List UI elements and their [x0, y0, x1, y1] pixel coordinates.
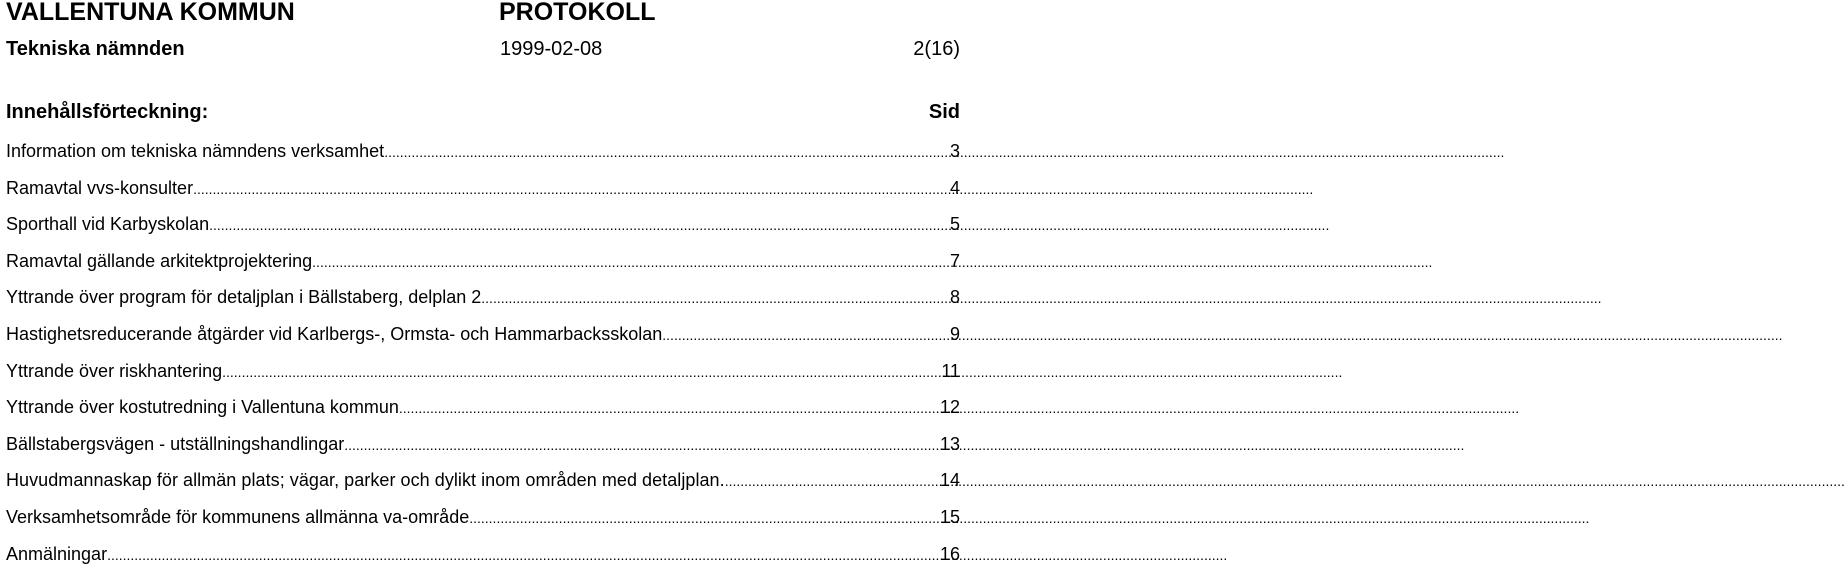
dot-leader: [725, 469, 939, 493]
toc-entry[interactable]: [6, 359, 960, 396]
meeting-date: 1999-02-08: [500, 38, 603, 60]
toc-entry-title: Ramavtal vvs-konsulter: [6, 177, 194, 198]
toc-entry-page: 13: [939, 433, 960, 454]
toc-entry-title: Ramavtal gällande arkitektprojektering: [6, 250, 313, 271]
dot-leader: [312, 250, 949, 274]
toc-entry[interactable]: [6, 285, 960, 322]
toc-entry-page: 11: [941, 360, 960, 381]
toc-entry-title: Verksamhetsområde för kommunens allmänna va-område: [6, 506, 470, 527]
toc-entry-title: Yttrande över kostutredning i Vallentuna kommun: [6, 397, 399, 418]
dot-leader: [344, 433, 939, 457]
toc-entry-page: 5: [949, 214, 960, 235]
protocol-page: [6, 0, 960, 586]
toc-entry-page: 12: [939, 397, 960, 418]
toc-entry[interactable]: [6, 212, 960, 249]
toc-entry[interactable]: [6, 176, 960, 213]
toc-entry-title: Information om tekniska nämndens verksamhet: [6, 141, 385, 161]
toc-entry[interactable]: [6, 139, 960, 176]
toc-header: [6, 100, 960, 124]
toc-entry-page: 8: [949, 287, 960, 308]
toc-entry-page: 4: [949, 177, 960, 198]
toc-entry-page: 16: [939, 543, 960, 564]
toc-entry[interactable]: [6, 468, 960, 505]
toc-entry[interactable]: [6, 505, 960, 542]
dot-leader: [384, 140, 949, 164]
toc-entry[interactable]: [6, 432, 960, 469]
toc-page-heading: Sid: [928, 101, 960, 123]
toc-entry-title: Huvudmannaskap för allmän plats; vägar, parker och dylikt inom områden med detaljplan.: [6, 470, 725, 491]
dot-leader: [469, 506, 939, 530]
toc-entry-title: Yttrande över riskhantering: [6, 360, 223, 381]
dot-leader: [399, 396, 939, 420]
toc-entry[interactable]: [6, 322, 960, 359]
toc-entry-title: Yttrande över program för detaljplan i Bällstaberg, delplan 2: [6, 287, 482, 308]
dot-leader: [107, 543, 939, 567]
toc-entry[interactable]: [6, 249, 960, 286]
toc-heading: Innehållsförteckning:: [6, 101, 209, 123]
toc-entry-title: Hastighetsreducerande åtgärder vid Karlbergs-, Ormsta- och Hammarbacksskolan: [6, 323, 663, 344]
toc-entry[interactable]: [6, 395, 960, 432]
toc-entry-title: Bällstabergsvägen - utställningshandlingar: [6, 433, 345, 454]
dot-leader: [662, 323, 949, 347]
committee-name: Tekniska nämnden: [6, 38, 185, 60]
dot-leader: [222, 360, 940, 384]
toc-entry-page: 15: [939, 506, 960, 527]
toc-entry-page: 7: [949, 250, 960, 271]
organization-name: VALLENTUNA KOMMUN: [6, 0, 295, 26]
dot-leader: [193, 177, 949, 201]
toc-entry-title: Sporthall vid Karbyskolan: [6, 214, 210, 235]
table-of-contents: [6, 139, 960, 578]
page-indicator: 2(16): [913, 38, 960, 60]
dot-leader: [481, 286, 949, 310]
toc-entry-page: 9: [949, 323, 960, 344]
document-type: PROTOKOLL: [499, 0, 656, 26]
dot-leader: [209, 213, 949, 237]
toc-entry[interactable]: [6, 542, 960, 579]
toc-entry-title: Anmälningar: [6, 543, 108, 564]
toc-entry-page: 14: [939, 470, 960, 491]
toc-entry-page: 3: [949, 141, 960, 161]
